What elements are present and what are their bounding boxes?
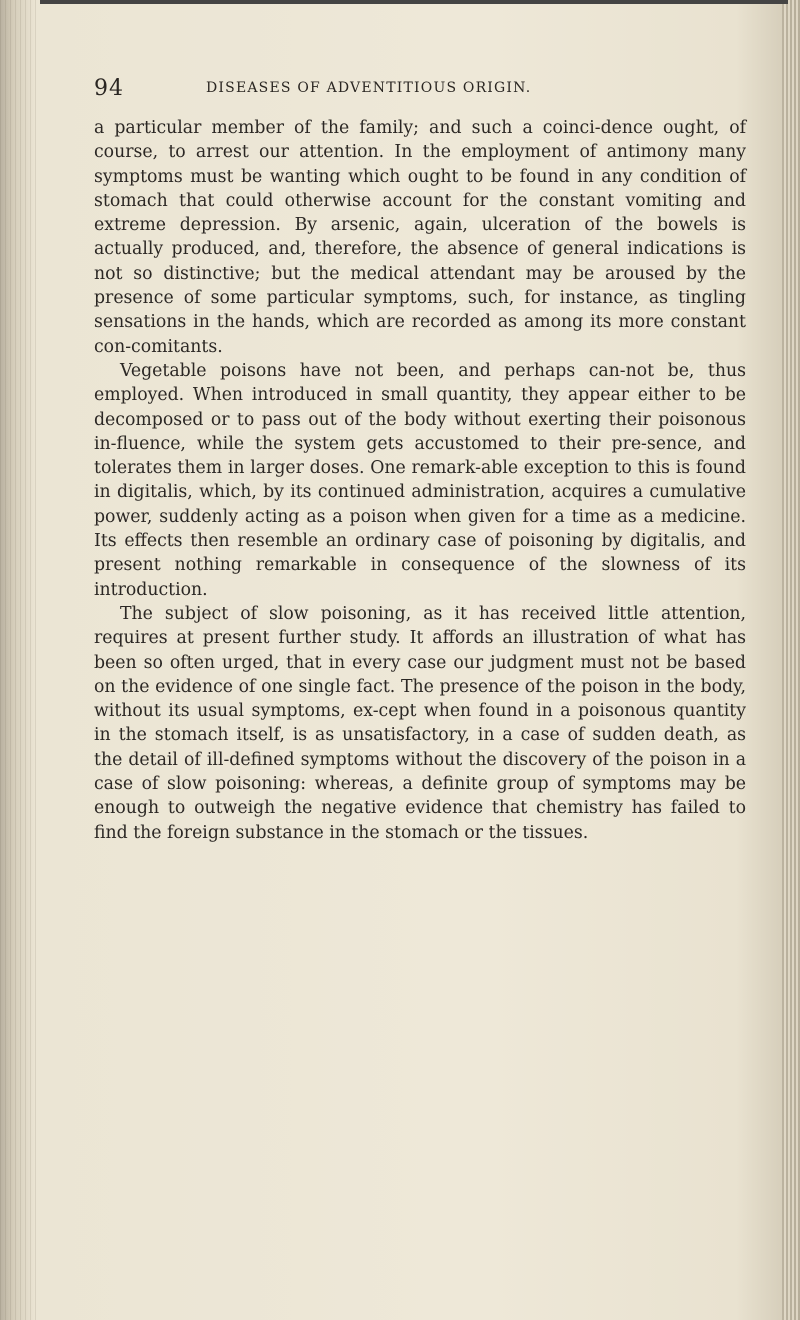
binding-edge — [0, 0, 40, 1320]
page-header — [94, 76, 694, 102]
paragraph-1: a particular member of the family; and such a coinci-dence ought, of course, to arrest our attention. In the employment of antimony many symptoms must be wanting which ought to be found in any condition of stomach that could otherwise account for the constant vomiting and extreme depression. By arsenic, again, ulceration of the bowels is actually produced, and, therefore, the absence of general indications is not so distinctive; but the medical attendant may be aroused by the presence of some particular symptoms, such, for instance, as tingling sensations in the hands, which are recorded as among its more constant con-comitants. — [94, 118, 746, 357]
top-border — [40, 0, 788, 14]
page-number: 94 — [94, 76, 124, 101]
running-head: DISEASES OF ADVENTITIOUS ORIGIN. — [206, 80, 532, 96]
body-text — [94, 116, 746, 845]
paragraph-2: Vegetable poisons have not been, and perhaps can-not be, thus employed. When introduced in small quantity, they appear either to be decomposed or to pass out of the body without exerting their poisonous in-fluence, while the system gets accustomed to their pre-sence, and tolerates them in larger doses. One remark-able exception to this is found in digitalis, which, by its continued administration, acquires a cumulative power, suddenly acting as a poison when given for a time as a medicine. Its effects then resemble an ordinary case of poisoning by digitalis, and present nothing remarkable in consequence of the slowness of its introduction. — [94, 360, 746, 600]
page-edge — [782, 0, 800, 1320]
paragraph-3: The subject of slow poisoning, as it has received little attention, requires at present further study. It affords an illustration of what has been so often urged, that in every case our judgment must not be based on the evidence of one single fact. The presence of the poison in the body, without its usual symptoms, ex-cept when found in a poisonous quantity in the stomach itself, is as unsatisfactory, in a case of sudden death, as the detail of ill-defined symptoms without the discovery of the poison in a case of slow poisoning: whereas, a definite group of symptoms may be enough to outweigh the negative evidence that chemistry has failed to find the foreign substance in the stomach or the tissues. — [94, 603, 746, 843]
